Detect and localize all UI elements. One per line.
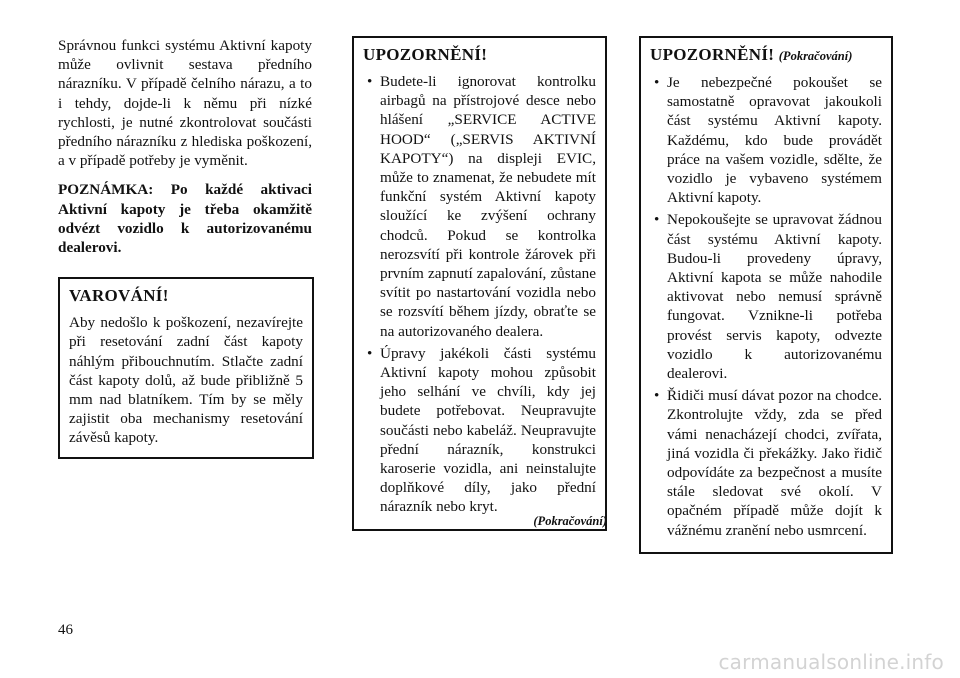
- list-item: • Nepokoušejte se upravovat žádnou část systému Aktivní kapoty. Budou-li provedeny úpravy, Aktivní kapota se může nahodile aktivovat nebo nemusí správně fungovat. Vznikne-li potřeba provést servis kapoty, odvezte vozidlo k autorizovanému dealerovi.: [650, 210, 882, 383]
- caution-continued-title: [650, 44, 882, 67]
- note-paragraph: POZNÁMKA: Po každé aktivaci Aktivní kapoty je třeba okamžitě odvézt vozidlo k autorizovanému dealerovi.: [58, 181, 312, 257]
- warning-box: [58, 277, 314, 458]
- caution-title: UPOZORNĚNÍ!: [363, 45, 488, 64]
- intro-paragraph: Správnou funkci systému Aktivní kapoty může ovlivnit sestava předního nárazníku. V případě čelního nárazu, a to i tehdy, dojde-li k němu při nízké rychlosti, je nutné zkontrolovat součásti předního nárazníku z hlediska poškození, a v případě potřeby je vyměnit.: [58, 37, 312, 170]
- caution-list: [363, 72, 596, 517]
- right-column: [639, 36, 893, 554]
- list-item: • Je nebezpečné pokoušet se samostatně opravovat jakoukoli část systému Aktivní kapoty. Každému, kdo bude provádět práce na vašem vozidle, sdělte, že vozidlo je vybaveno systémem Aktivní kapoty.: [650, 73, 882, 207]
- watermark: carmanualsonline.info: [718, 650, 944, 674]
- caution-box: [352, 36, 607, 531]
- page-number: 46: [58, 622, 73, 638]
- continued-label: (Pokračování): [533, 514, 607, 528]
- left-column: [58, 36, 312, 459]
- caution-title-text: UPOZORNĚNÍ!: [650, 45, 775, 64]
- caution-continued-box: [639, 36, 893, 554]
- warning-title: VAROVÁNÍ!: [69, 286, 169, 306]
- title-continued-label: (Pokračování): [778, 49, 853, 63]
- warning-text: Aby nedošlo k poškození, nezavírejte při resetování zadní část kapoty náhlým přibouchnutím. Stlačte zadní část kapoty dolů, až bude přibližně 5 mm nad blatníkem. Tím by se měly zajistit oba mechanismy resetování závěsů kapoty.: [69, 314, 303, 447]
- list-item: • Budete-li ignorovat kontrolku airbagů na přístrojové desce nebo hlášení „SERVICE ACTIVE HOOD“ („SERVIS AKTIVNÍ KAPOTY“) na displeji EVIC, může to znamenat, že nebudete mít funkční systém Aktivní kapoty sloužící ke zvýšení ochrany chodců. Pokud se kontrolka nerozsvítí při kontrole žárovek při prvním zapnutí zapalování, zůstane svítit po nastartování vozidla nebo se rozsvítí během jízdy, obraťte se na autorizovaného dealera.: [363, 72, 596, 341]
- list-item: • Úpravy jakékoli části systému Aktivní kapoty mohou způsobit jeho selhání ve chvíli, kdy jej budete potřebovat. Neupravujte součásti nebo kabeláž. Neupravujte přední nárazník, konstrukci karoserie vozidla, ani neinstalujte doplňkové díly, jako přední nárazník nebo kryt.: [363, 344, 596, 517]
- caution-continued-list: [650, 73, 882, 540]
- middle-column: [352, 36, 607, 531]
- list-item: • Řidiči musí dávat pozor na chodce. Zkontrolujte vždy, zda se před vámi nenacházejí chodci, zvířata, jiná vozidla či překážky. Jako řidič odpovídáte za bezpečnost a musíte stále sledovat své okolí. V opačném případě může dojít k vážnému zranění nebo usmrcení.: [650, 386, 882, 540]
